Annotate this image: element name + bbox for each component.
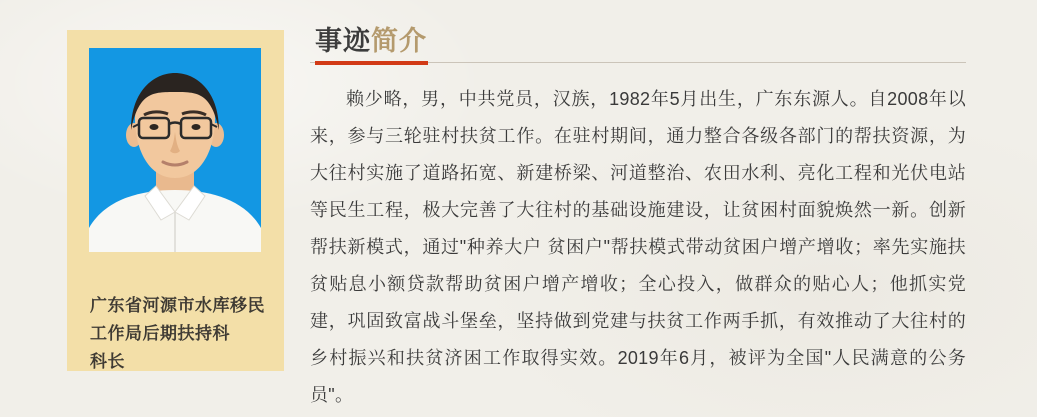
title-underline: [310, 61, 966, 65]
title-text-primary: 事迹: [315, 26, 371, 56]
photo-caption: [90, 292, 270, 376]
portrait-photo: [89, 48, 261, 252]
profile-card: [67, 30, 284, 371]
title-underline-accent: [315, 61, 428, 65]
caption-line: 工作局后期扶持科: [90, 324, 230, 343]
caption-line: 科长: [90, 352, 125, 371]
title-text-accent: 简介: [371, 26, 427, 56]
section-title: [310, 24, 966, 58]
caption-line: 广东省河源市水库移民: [90, 296, 265, 315]
bio-content: [310, 24, 966, 414]
bio-paragraph: 赖少略，男，中共党员，汉族，1982年5月出生，广东东源人。自2008年以来，参与三轮驻村扶贫工作。在驻村期间，通力整合各级各部门的帮扶资源，为大往村实施了道路拓宽、新建桥梁、河道整治、农田水利、亮化工程和光伏电站等民生工程，极大完善了大往村的基础设施建设，让贫困村面貌焕然一新。创新帮扶新模式，通过"种养大户 贫困户"帮扶模式带动贫困户增产增收；率先实施扶贫贴息小额贷款帮助贫困户增产增收；全心投入，做群众的贴心人；他抓实党建，巩固致富战斗堡垒，坚持做到党建与扶贫工作两手抓，有效推动了大往村的乡村振兴和扶贫济困工作取得实效。2019年6月，被评为全国"人民满意的公务员"。: [310, 89, 966, 405]
